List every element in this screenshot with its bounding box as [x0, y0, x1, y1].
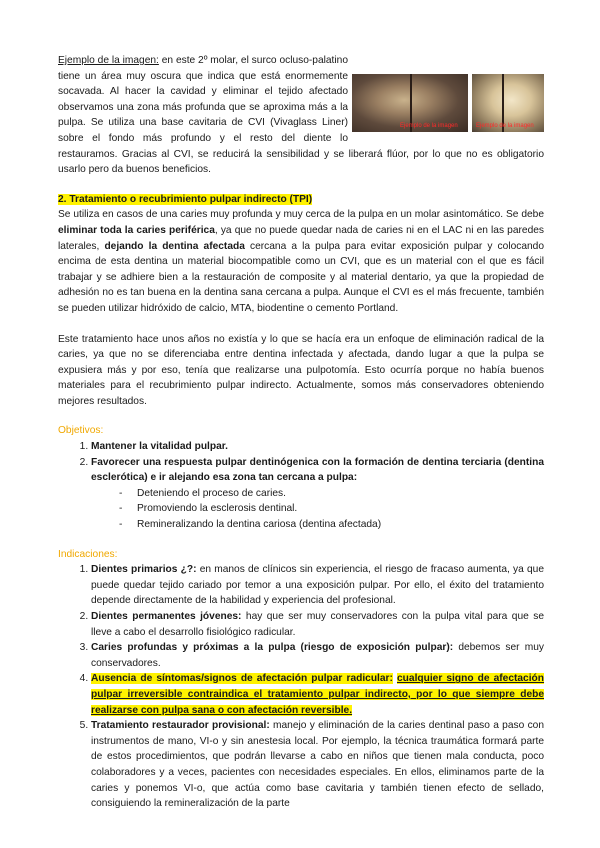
section-2-heading: 2. Tratamiento o recubrimiento pulpar indirecto (TPI) — [58, 193, 313, 205]
list-item: 2. Favorecer una respuesta pulpar dentinógenica con la formación de dentina terciaria (dentina esclerótica) e ir alejando esa zona tan cercana a pulpa: - Deteniendo el proceso de caries. - Promoviendo la esclerosis dentinal. - Remineralizando la dentina cariosa (dentina afectada) — [91, 455, 544, 533]
sub-list-item: - Deteniendo el proceso de caries. — [137, 486, 544, 502]
photo-float-spacer — [348, 53, 544, 133]
indicaciones-title: Indicaciones: — [58, 548, 118, 560]
indicaciones-list — [58, 562, 544, 812]
intro-text: en este 2º molar, el surco ocluso-palatino tiene un área muy oscura que indica que está enormemente socavada. Al hacer la cavidad y eliminar el tejido afectado observamos una zona más profunda que se aproxima más a la pulpa. Se utiliza una base cavitaria de CVI (Vivaglass Liner) sobre el fondo más profundo y el resto del diente lo restauramos. Gracias al CVI, se reducirá la sensibilidad y se liberará flúor, por lo que no es obligatorio usarlo pero da buenos beneficios. — [58, 55, 544, 176]
objetivos-section — [58, 423, 544, 532]
intro-label: Ejemplo de la imagen: — [58, 55, 159, 66]
section-2-paragraph-1: Se utiliza en casos de una caries muy profunda y muy cerca de la pulpa en un molar asintomático. Se debe eliminar toda la caries periférica, ya que no puede quedar nada de caries ni en el LAC ni en las paredes laterales, dejando la dentina afectada cercana a la pulpa para evitar exposición pulpar y colocando encima de esta dentina un material biocompatible como un CVI, que es un material con el que es fácil trabajar y se adhiere bien a la restauración de composite y al material dentario, ya que la propiedad de adhesión no es tan buena en la dentina sana cercana a pulpa. Aunque el CVI es el más frecuente, también se pueden utilizar hidróxido de calcio, MTA, biodentine o cemento Portland. — [58, 209, 545, 314]
list-item: 1. Mantener la vitalidad pulpar. — [91, 439, 544, 455]
list-item: 4. Ausencia de síntomas/signos de afectación pulpar radicular: cualquier signo de afectación pulpar irreversible contraindica el tratamiento pulpar indirecto, por lo que siempre debe realizarse con pulpa sana o con afectación reversible. — [91, 671, 544, 718]
list-item: 2. Dientes permanentes jóvenes: hay que ser muy conservadores con la pulpa vital para que se lleve a cabo el desarrollo fisiológico radicular. — [91, 609, 544, 640]
document-page — [58, 53, 544, 812]
sub-list-item: - Remineralizando la dentina cariosa (dentina afectada) — [137, 517, 544, 533]
sub-list-item: - Promoviendo la esclerosis dentinal. — [137, 501, 544, 517]
section-2-paragraph-2: Este tratamiento hace unos años no existía y lo que se hacía era un enfoque de eliminación radical de la caries, ya que no se diferenciaba entre dentina infectada y afectada, dando lugar a que la pulpa se expusiera más y por eso, tenía que realizarse una pulpotomía. Esto ocurría porque no había buenos materiales para el recubrimiento pulpar indirecto. Actualmente, somos más conservadores obteniendo mejores resultados. — [58, 333, 544, 407]
indicaciones-section — [58, 547, 544, 812]
photo-caption: Ejemplo de la imagen — [400, 123, 458, 129]
objetivos-list — [58, 439, 544, 533]
list-item: 3. Caries profundas y próximas a la pulpa (riesgo de exposición pulpar): debemos ser muy conservadores. — [91, 640, 544, 671]
intro-paragraph — [58, 53, 544, 178]
photo-caption: Ejemplo de la imagen — [476, 123, 534, 129]
section-2 — [58, 192, 544, 410]
list-item: 5. Tratamiento restaurador provisional: manejo y eliminación de la caries dentinal paso a paso con instrumentos de mano, VI-o y sin anestesia local. Por ejemplo, la técnica traumática formará parte de estos procedimientos, que podrán llevarse a cabo en niños que tienen mala conducta, poco colaboradores y a veces, pacientes con necesidades especiales. En ellos, eliminamos parte de la caries y ponemos VI-o, que actúa como base cavitaria y también tienen efecto de sellado, consiguiendo la remineralización de la parte — [91, 718, 544, 812]
objetivos-sublist — [91, 486, 544, 533]
objetivos-title: Objetivos: — [58, 425, 104, 437]
list-item: 1. Dientes primarios ¿?: en manos de clínicos sin experiencia, el riesgo de fracaso aumenta, ya que puede quedar tejido cariado por temor a una exposición pulpar. Por ello, el éxito del tratamiento depende directamente de la habilidad y experiencia del profesional. — [91, 562, 544, 609]
